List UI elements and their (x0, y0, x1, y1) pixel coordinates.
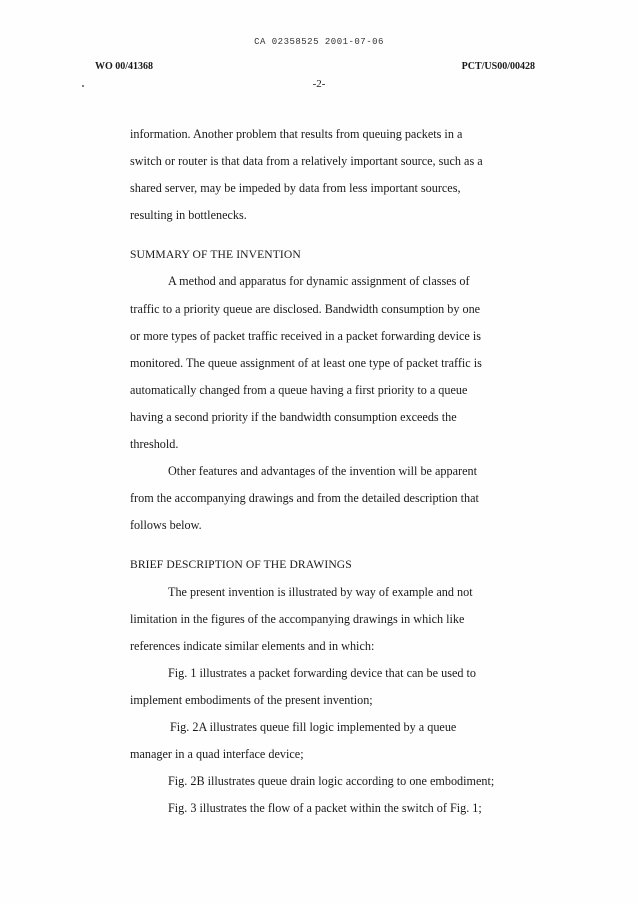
page-number: -2- (312, 78, 326, 90)
text-line: shared server, may be impeded by data from less important sources, (130, 181, 461, 196)
figure-description-fig2b: Fig. 2B illustrates queue drain logic according to one embodiment; (168, 774, 495, 789)
wo-publication-number: WO 00/41368 (95, 61, 154, 72)
text-line: or more types of packet traffic received in a packet forwarding device is (130, 328, 482, 343)
text-line: Fig. 1 illustrates a packet forwarding device that can be used to (168, 665, 476, 680)
text-line: switch or router is that data from a relatively important source, such as a (130, 154, 483, 169)
text-line: traffic to a priority queue are disclosed. Bandwidth consumption by one (130, 301, 481, 316)
text-line: threshold. (130, 437, 179, 452)
text-line: having a second priority if the bandwidth consumption exceeds the (130, 409, 457, 424)
paragraph-other-features (130, 458, 540, 539)
paragraph-summary (130, 268, 540, 458)
paragraph-background-continuation (130, 121, 540, 229)
text-line: A method and apparatus for dynamic assignment of classes of (168, 274, 470, 289)
text-line: information. Another problem that results from queuing packets in a (130, 127, 463, 141)
ca-document-header: CA 02358525 2001-07-06 (254, 37, 384, 47)
document-body (130, 121, 540, 822)
figure-description-fig2a (130, 714, 540, 768)
text-line: monitored. The queue assignment of at least one type of packet traffic is (130, 355, 482, 370)
figure-description-fig1 (130, 660, 540, 714)
text-line: references indicate similar elements and in which: (130, 638, 375, 653)
text-line: automatically changed from a queue having a first priority to a queue (130, 382, 468, 397)
text-line: implement embodiments of the present invention; (130, 692, 373, 707)
text-line: Fig. 2A illustrates queue fill logic implemented by a queue (170, 719, 457, 734)
text-line: manager in a quad interface device; (130, 747, 304, 762)
pct-application-number: PCT/US00/00428 (461, 61, 535, 72)
text-line: Other features and advantages of the invention will be apparent (168, 464, 477, 479)
text-line: resulting in bottlenecks. (130, 208, 247, 223)
section-heading-summary: SUMMARY OF THE INVENTION (130, 248, 301, 262)
text-line: The present invention is illustrated by way of example and not (168, 584, 473, 599)
text-line: limitation in the figures of the accompanying drawings in which like (130, 611, 465, 626)
figure-description-fig3: Fig. 3 illustrates the flow of a packet within the switch of Fig. 1; (168, 801, 482, 816)
paragraph-drawings-intro (130, 579, 540, 660)
text-line: follows below. (130, 518, 202, 533)
text-line: from the accompanying drawings and from the detailed description that (130, 491, 479, 506)
section-heading-drawings: BRIEF DESCRIPTION OF THE DRAWINGS (130, 558, 352, 572)
